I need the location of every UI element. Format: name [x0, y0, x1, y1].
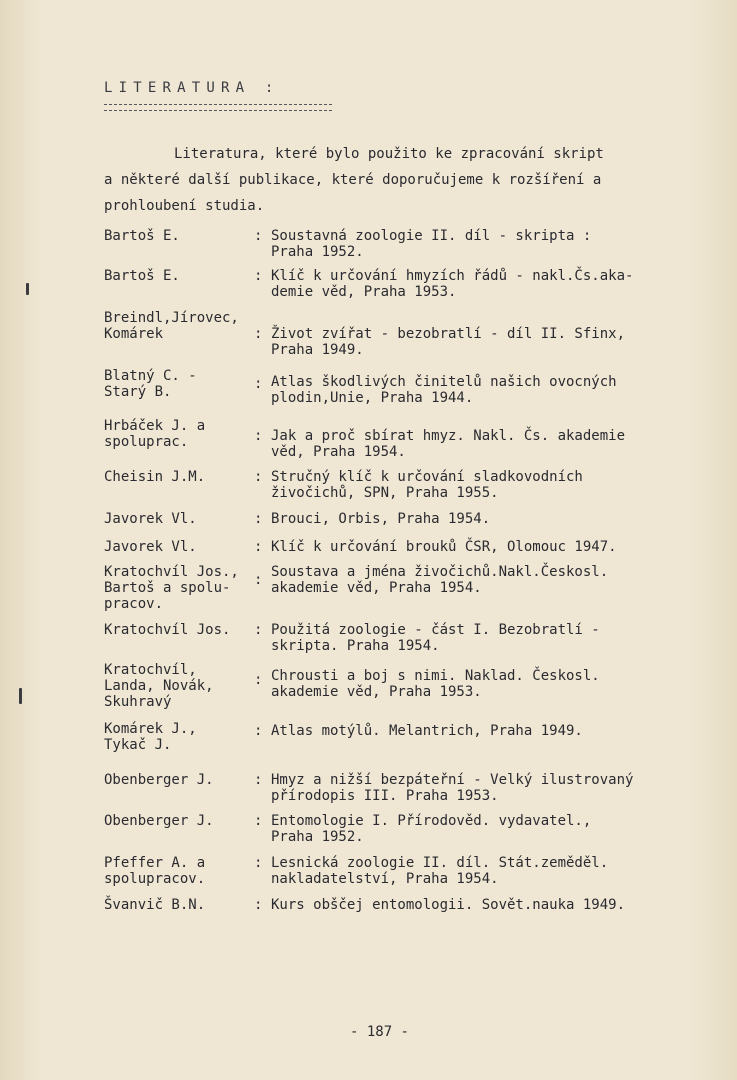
binding-hole-mark	[26, 283, 29, 295]
intro-line-2: a některé další publikace, které doporučujeme k rozšíření a	[104, 172, 602, 188]
entry-separator: :	[254, 428, 263, 444]
entry-author: Javorek Vl.	[104, 511, 197, 527]
entry-reference: Klíč k určování brouků ČSR, Olomouc 1947.	[271, 539, 617, 555]
entry-author: Hrbáček J. a spoluprac.	[104, 418, 206, 450]
entry-reference: Soustava a jména živočichů.Nakl.Českosl. akademie věd, Praha 1954.	[271, 564, 609, 596]
entry-reference: Klíč k určování hmyzích řádů - nakl.Čs.aka- demie věd, Praha 1953.	[271, 268, 634, 300]
entry-reference: Lesnická zoologie II. díl. Stát.zeměděl. nakladatelství, Praha 1954.	[271, 855, 609, 887]
entry-separator: :	[254, 723, 263, 739]
entry-reference: Atlas škodlivých činitelů našich ovocných plodin,Unie, Praha 1944.	[271, 374, 617, 406]
entry-author: Kratochvíl Jos.	[104, 622, 231, 638]
entry-author: Obenberger J.	[104, 772, 214, 788]
entry-author: Blatný C. - Starý B.	[104, 368, 197, 400]
entry-separator: :	[254, 326, 263, 342]
page-number: - 187 -	[349, 1024, 409, 1040]
entry-reference: Atlas motýlů. Melantrich, Praha 1949.	[271, 723, 583, 739]
entry-reference: Hmyz a nižší bezpáteřní - Velký ilustrovaný přírodopis III. Praha 1953.	[271, 772, 634, 804]
entry-separator: :	[254, 772, 263, 788]
entry-author: Kratochvíl, Landa, Novák, Skuhravý	[104, 662, 214, 710]
entry-author: Obenberger J.	[104, 813, 214, 829]
entry-separator: :	[254, 539, 263, 555]
entry-reference: Brouci, Orbis, Praha 1954.	[271, 511, 491, 527]
intro-line-1: Literatura, které bylo použito ke zpracování skript	[174, 146, 604, 162]
entry-reference: Jak a proč sbírat hmyz. Nakl. Čs. akademie věd, Praha 1954.	[271, 428, 626, 460]
binding-hole-mark	[19, 688, 22, 704]
entry-separator: :	[254, 228, 263, 244]
entry-author: Javorek Vl.	[104, 539, 197, 555]
entry-separator: :	[254, 855, 263, 871]
entry-separator: :	[254, 469, 263, 485]
entry-separator: :	[254, 268, 263, 284]
entry-author: Komárek J., Tykač J.	[104, 721, 197, 753]
entry-separator: :	[254, 511, 263, 527]
entry-reference: Chrousti a boj s nimi. Naklad. Českosl. akademie věd, Praha 1953.	[271, 668, 600, 700]
entry-reference: Kurs obščej entomologii. Sovět.nauka 1949.	[271, 897, 626, 913]
entry-reference: Použitá zoologie - část I. Bezobratlí - skripta. Praha 1954.	[271, 622, 600, 654]
entry-separator: :	[254, 376, 263, 392]
entry-author: Breindl,Jírovec, Komárek	[104, 310, 239, 342]
entry-reference: Soustavná zoologie II. díl - skripta : Praha 1952.	[271, 228, 592, 260]
entry-separator: :	[254, 572, 263, 588]
entry-reference: Život zvířat - bezobratlí - díl II. Sfinx, Praha 1949.	[271, 326, 626, 358]
entry-reference: Stručný klíč k určování sladkovodních živočichů, SPN, Praha 1955.	[271, 469, 583, 501]
entry-author: Bartoš E.	[104, 268, 180, 284]
entry-separator: :	[254, 813, 263, 829]
entry-reference: Entomologie I. Přírodověd. vydavatel., Praha 1952.	[271, 813, 592, 845]
entry-separator: :	[254, 897, 263, 913]
entry-author: Švanvič B.N.	[104, 897, 206, 913]
entry-author: Bartoš E.	[104, 228, 180, 244]
entry-author: Kratochvíl Jos., Bartoš a spolu- pracov.	[104, 564, 239, 612]
section-heading: LITERATURA :	[104, 80, 280, 96]
entry-author: Pfeffer A. a spolupracov.	[104, 855, 206, 887]
entry-separator: :	[254, 622, 263, 638]
intro-line-3: prohloubení studia.	[104, 198, 265, 214]
entry-author: Cheisin J.M.	[104, 469, 206, 485]
entry-separator: :	[254, 672, 263, 688]
